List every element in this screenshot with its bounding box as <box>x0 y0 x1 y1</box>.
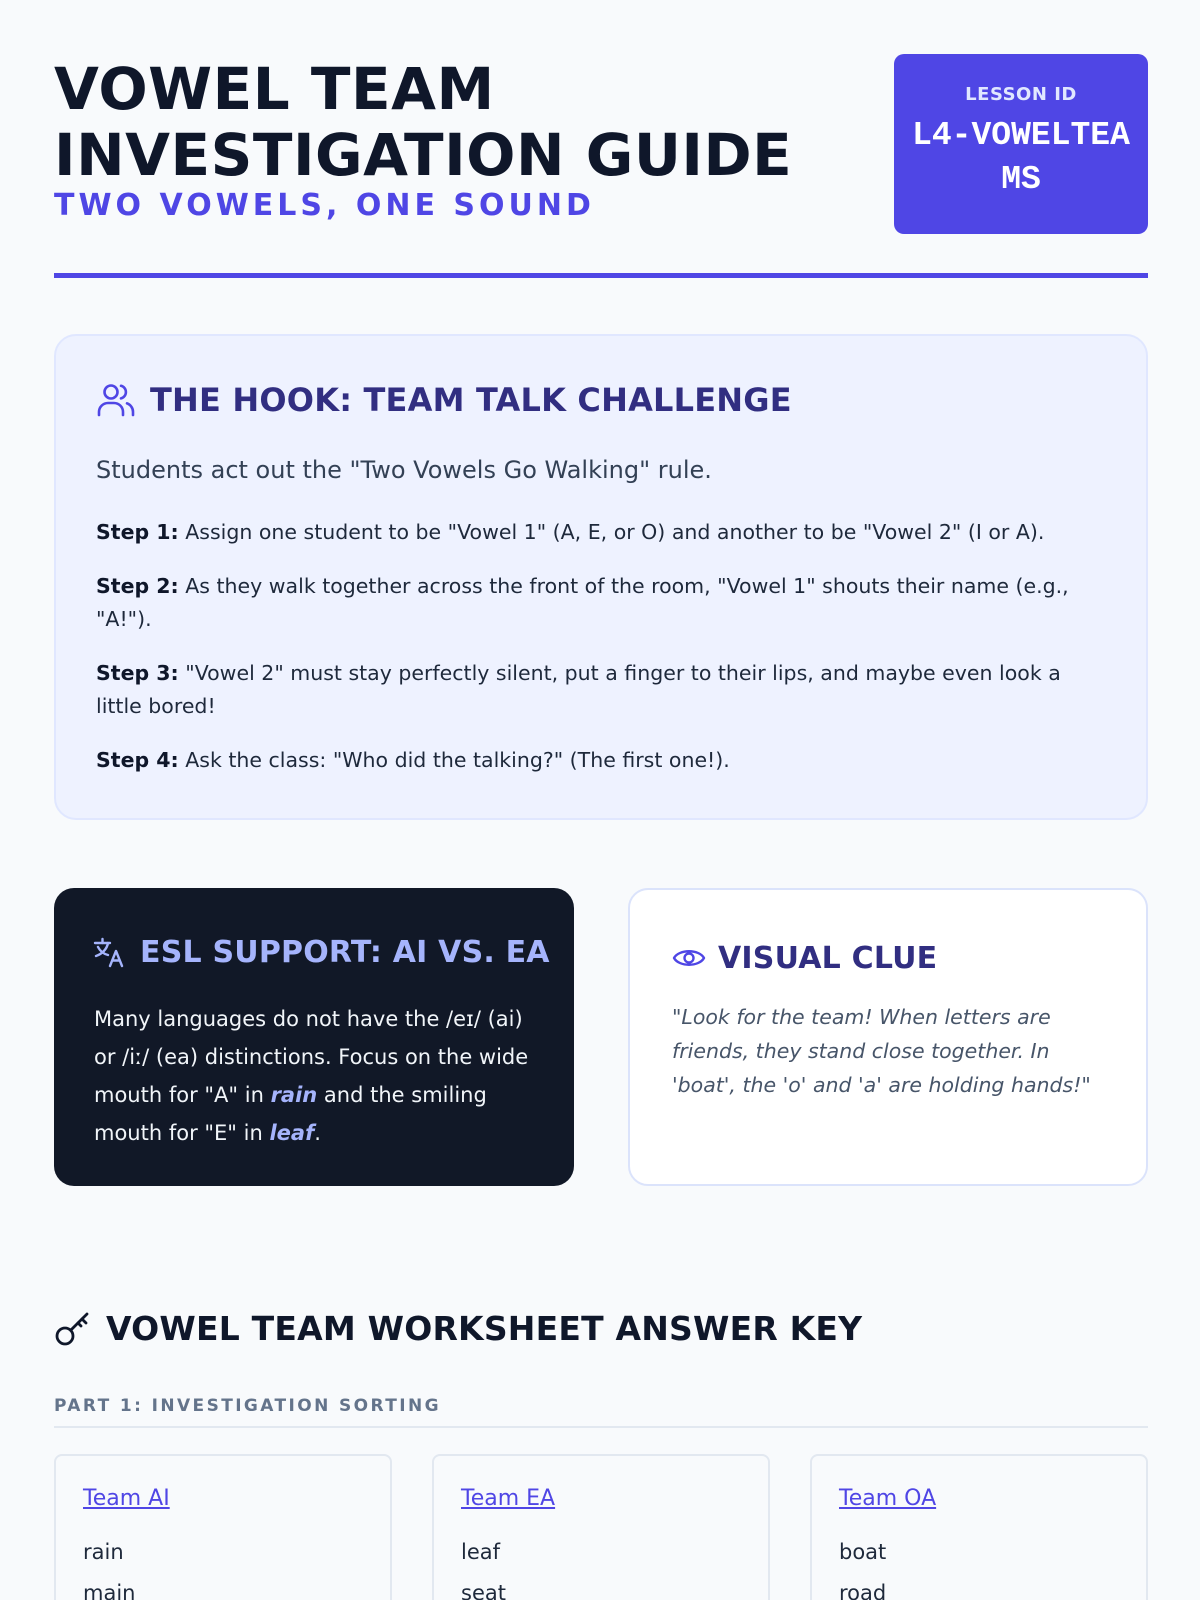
list-item: rain <box>83 1540 124 1564</box>
lesson-id-badge <box>894 54 1148 234</box>
step-text: "Vowel 2" must stay perfectly silent, put a finger to their lips, and maybe even look a little bored! <box>96 661 1061 718</box>
step-text: Ask the class: "Who did the talking?" (The first one!). <box>185 748 730 772</box>
esl-example-rain: rain <box>270 1083 318 1107</box>
team-word-list <box>461 1532 506 1600</box>
team-card-ea <box>432 1454 770 1600</box>
esl-text-3: . <box>314 1121 321 1145</box>
team-word-list <box>839 1532 886 1600</box>
hook-step-3 <box>96 657 1092 723</box>
esl-title: ESL SUPPORT: AI VS. EA <box>140 934 550 970</box>
hook-intro: Students act out the "Two Vowels Go Walking" rule. <box>96 456 712 484</box>
page-subtitle: TWO VOWELS, ONE SOUND <box>54 188 595 223</box>
visual-clue-card <box>628 888 1148 1186</box>
key-icon <box>54 1309 92 1347</box>
list-item: main <box>83 1581 136 1600</box>
step-label: Step 1: <box>96 520 179 544</box>
visual-header <box>672 938 937 978</box>
hook-step-2 <box>96 570 1092 636</box>
hook-header <box>96 380 792 420</box>
esl-body <box>94 1000 534 1152</box>
team-card-oa <box>810 1454 1148 1600</box>
esl-header <box>92 932 550 972</box>
visual-quote: "Look for the team! When letters are friends, they stand close together. In 'boat', the 'o' and 'a' are holding hands!" <box>672 1005 1091 1097</box>
header-divider <box>54 273 1148 278</box>
esl-text-1: Many languages do not have the /eɪ/ (ai) or /iː/ (ea) distinctions. Focus on the wide mouth for "A" in <box>94 1007 529 1107</box>
team-link-oa[interactable]: Team OA <box>839 1486 937 1511</box>
lesson-id-label: LESSON ID <box>965 84 1077 105</box>
hook-title: THE HOOK: TEAM TALK CHALLENGE <box>150 381 792 419</box>
answer-key-header <box>54 1306 862 1350</box>
page-title: VOWEL TEAM INVESTIGATION GUIDE <box>54 55 793 189</box>
translate-icon <box>92 935 126 969</box>
team-word-list <box>83 1532 135 1600</box>
visual-title: VISUAL CLUE <box>718 940 938 976</box>
team-link-ai[interactable]: Team AI <box>83 1486 170 1511</box>
hook-card <box>54 334 1148 820</box>
hook-steps <box>96 516 1092 798</box>
header <box>54 52 1148 242</box>
list-item: seat <box>461 1581 506 1600</box>
list-item: road <box>839 1581 887 1600</box>
list-item: leaf <box>461 1540 501 1564</box>
team-link-ea[interactable]: Team EA <box>461 1486 556 1511</box>
hook-step-4 <box>96 744 1092 777</box>
esl-text-2: and the smiling mouth for "E" in <box>94 1083 487 1145</box>
list-item: boat <box>839 1540 887 1564</box>
part-divider <box>54 1426 1148 1428</box>
eye-icon <box>672 941 706 975</box>
lesson-id-value: L4-VOWELTEAMS <box>912 117 1130 198</box>
users-icon <box>96 380 136 420</box>
step-label: Step 3: <box>96 661 179 685</box>
step-text: Assign one student to be "Vowel 1" (A, E, or O) and another to be "Vowel 2" (I or A). <box>185 520 1045 544</box>
team-card-ai <box>54 1454 392 1600</box>
hook-step-1 <box>96 516 1092 549</box>
answer-key-title: VOWEL TEAM WORKSHEET ANSWER KEY <box>106 1308 863 1348</box>
step-label: Step 4: <box>96 748 179 772</box>
part-1-label: PART 1: INVESTIGATION SORTING <box>54 1396 441 1416</box>
step-text: As they walk together across the front of the room, "Vowel 1" shouts their name (e.g., "A!"). <box>96 574 1069 631</box>
esl-support-card <box>54 888 574 1186</box>
step-label: Step 2: <box>96 574 179 598</box>
esl-example-leaf: leaf <box>269 1121 315 1145</box>
